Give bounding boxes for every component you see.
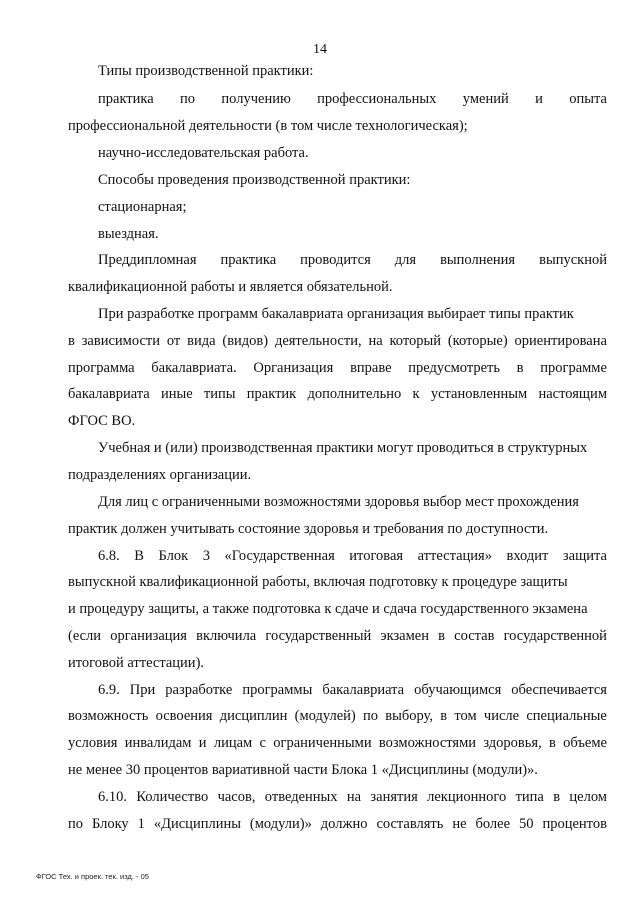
text-word: в — [68, 333, 75, 349]
text-word: (модулей) — [294, 708, 356, 724]
text-word: вида — [187, 333, 216, 349]
text-word: ФГОС ВО. — [68, 413, 136, 429]
text-word: выездная. — [98, 226, 159, 242]
text-line — [68, 411, 135, 431]
text-word: Количество — [136, 789, 209, 805]
text-word: обеспечивается — [511, 682, 607, 698]
text-line — [98, 787, 607, 807]
text-word: условия — [68, 735, 118, 751]
text-word: бакалавриата. — [151, 360, 237, 376]
text-word: стационарная; — [98, 199, 187, 215]
text-word: 6.10. — [98, 789, 127, 805]
text-word: объеме — [563, 735, 607, 751]
text-word: освоения — [155, 708, 213, 724]
text-word: разработке — [165, 682, 233, 698]
text-word: государственной — [503, 628, 607, 644]
text-word: на — [346, 789, 362, 805]
page-number: 14 — [313, 42, 327, 57]
text-word: ограниченными — [273, 735, 372, 751]
text-word: 3 — [202, 548, 210, 564]
text-line — [98, 89, 607, 109]
footer-note: ФГОС Тех. и проек. тек. изд. - 05 — [36, 872, 149, 881]
text-line — [98, 492, 579, 512]
text-word: и процедуру защиты, а также подготовка к сдаче и сдача государственного экзамена — [68, 601, 588, 617]
text-line — [68, 465, 251, 485]
text-line — [98, 197, 187, 217]
text-word: дополнительно — [307, 386, 402, 402]
text-word: выполнения — [440, 252, 516, 268]
text-word: типы — [203, 386, 236, 402]
text-word: практик — [246, 386, 297, 402]
text-word: квалификационной работы и является обязательной. — [68, 279, 393, 295]
text-word: (модули)» — [249, 816, 312, 832]
text-line — [68, 358, 607, 378]
text-word: с — [259, 735, 266, 751]
text-word: инвалидам — [124, 735, 192, 751]
text-word: и — [198, 735, 207, 751]
text-line — [68, 599, 588, 619]
text-word: числе — [483, 708, 520, 724]
text-word: на — [368, 333, 383, 349]
text-line — [68, 733, 607, 753]
text-word: должно — [320, 816, 368, 832]
text-word: научно-исследовательская работа. — [98, 145, 309, 161]
text-line — [68, 384, 607, 404]
text-word: бакалавриата — [322, 682, 405, 698]
text-word: Организация — [253, 360, 334, 376]
text-word: обучающимся — [414, 682, 502, 698]
text-word: 6.9. — [98, 682, 120, 698]
text-word: 1 — [137, 816, 145, 832]
text-word: установленным — [430, 386, 528, 402]
text-word: умений — [462, 91, 509, 107]
text-word: выбору, — [385, 708, 433, 724]
text-word: состав — [454, 628, 495, 644]
text-word: Преддипломная — [98, 252, 197, 268]
text-word: в — [516, 360, 524, 376]
text-word: для — [394, 252, 417, 268]
text-word: процентов — [542, 816, 607, 832]
text-line — [98, 250, 607, 270]
text-word: итоговой аттестации). — [68, 655, 205, 671]
text-word: выпускной — [539, 252, 607, 268]
text-line — [68, 760, 538, 780]
text-word: дисциплин — [219, 708, 288, 724]
text-word: составлять — [376, 816, 444, 832]
text-word: (если — [68, 628, 102, 644]
text-word: Способы проведения производственной практики: — [98, 172, 411, 188]
text-line — [98, 170, 410, 190]
text-word: экзамен — [380, 628, 429, 644]
text-word: возможность — [68, 708, 149, 724]
text-word: более — [475, 816, 511, 832]
text-word: специальные — [526, 708, 607, 724]
text-word: ориентирована — [514, 333, 607, 349]
text-word: по — [68, 816, 84, 832]
text-word: итоговая — [349, 548, 404, 564]
text-word: подразделениях организации. — [68, 467, 252, 483]
text-word: опыта — [569, 91, 607, 107]
text-line — [68, 116, 468, 136]
text-word: При — [129, 682, 156, 698]
text-word: (которые) — [447, 333, 508, 349]
text-word: выпускной квалификационной работы, включая подготовку к процедуре защиты — [68, 574, 568, 590]
text-word: в — [438, 628, 445, 644]
text-word: от — [166, 333, 181, 349]
text-word: практик должен учитывать состояние здоровья и требования по доступности. — [68, 521, 549, 537]
text-word: здоровья, — [483, 735, 542, 751]
text-line — [68, 519, 548, 539]
text-word: защита — [562, 548, 607, 564]
text-word: в — [440, 708, 448, 724]
text-word: Типы производственной практики: — [98, 63, 314, 79]
text-line — [68, 653, 204, 673]
text-word: к — [412, 386, 420, 402]
text-word: отведенных — [264, 789, 338, 805]
text-word: предусмотреть — [408, 360, 500, 376]
text-word: В — [134, 548, 144, 564]
text-line — [68, 706, 607, 726]
text-word: «Государственная — [224, 548, 335, 564]
text-line — [98, 224, 159, 244]
text-line — [98, 438, 587, 458]
text-word: Блоку — [91, 816, 129, 832]
text-word: профессиональных — [317, 91, 437, 107]
text-word: Учебная и (или) производственная практики могут проводиться в структурных — [98, 440, 588, 456]
text-word: Для лиц с ограниченными возможностями здоровья выбор мест прохождения — [98, 494, 579, 510]
text-word: деятельности, — [274, 333, 362, 349]
text-word: «Дисциплины — [153, 816, 241, 832]
text-line — [98, 304, 574, 324]
text-word: Блок — [158, 548, 189, 564]
text-word: не — [452, 816, 467, 832]
text-word: получению — [221, 91, 291, 107]
text-line — [68, 626, 607, 646]
text-word: настоящим — [538, 386, 607, 402]
text-line — [98, 680, 607, 700]
text-word: программа — [68, 360, 135, 376]
text-word: зависимости — [81, 333, 160, 349]
text-word: занятия — [370, 789, 418, 805]
text-line — [68, 277, 392, 297]
text-word: 6.8. — [98, 548, 120, 564]
text-word: по — [362, 708, 378, 724]
text-word: программе — [540, 360, 607, 376]
text-word: в — [553, 789, 561, 805]
text-word: типа — [515, 789, 544, 805]
text-word: не менее 30 процентов вариативной части Блока 1 «Дисциплины (модули)». — [68, 762, 538, 778]
text-word: вправе — [350, 360, 392, 376]
text-word: входит — [506, 548, 549, 564]
text-word: При разработке программ бакалавриата организация выбирает типы практик — [98, 306, 574, 322]
text-word: организация — [110, 628, 187, 644]
text-word: часов, — [217, 789, 256, 805]
text-word: проводится — [300, 252, 371, 268]
text-line — [98, 61, 313, 81]
text-word: возможностями — [378, 735, 477, 751]
text-word: государственный — [265, 628, 372, 644]
text-word: по — [180, 91, 196, 107]
text-line — [98, 546, 607, 566]
text-word: 50 — [519, 816, 534, 832]
text-word: профессиональной деятельности (в том числе технологическая); — [68, 118, 468, 134]
text-word: и — [535, 91, 543, 107]
text-word: практика — [98, 91, 154, 107]
text-word: (видов) — [222, 333, 269, 349]
text-word: том — [454, 708, 477, 724]
text-line — [68, 572, 568, 592]
text-word: лекционного — [427, 789, 507, 805]
text-line — [68, 331, 607, 351]
text-word: аттестация» — [417, 548, 492, 564]
text-line — [68, 814, 607, 834]
text-word: в — [549, 735, 556, 751]
text-line — [98, 143, 309, 163]
text-word: лицам — [213, 735, 253, 751]
text-word: программы — [242, 682, 313, 698]
text-word: бакалавриата — [68, 386, 150, 402]
text-word: целом — [569, 789, 607, 805]
text-word: который — [389, 333, 441, 349]
text-word: иные — [160, 386, 193, 402]
text-word: практика — [220, 252, 277, 268]
text-word: включила — [196, 628, 257, 644]
